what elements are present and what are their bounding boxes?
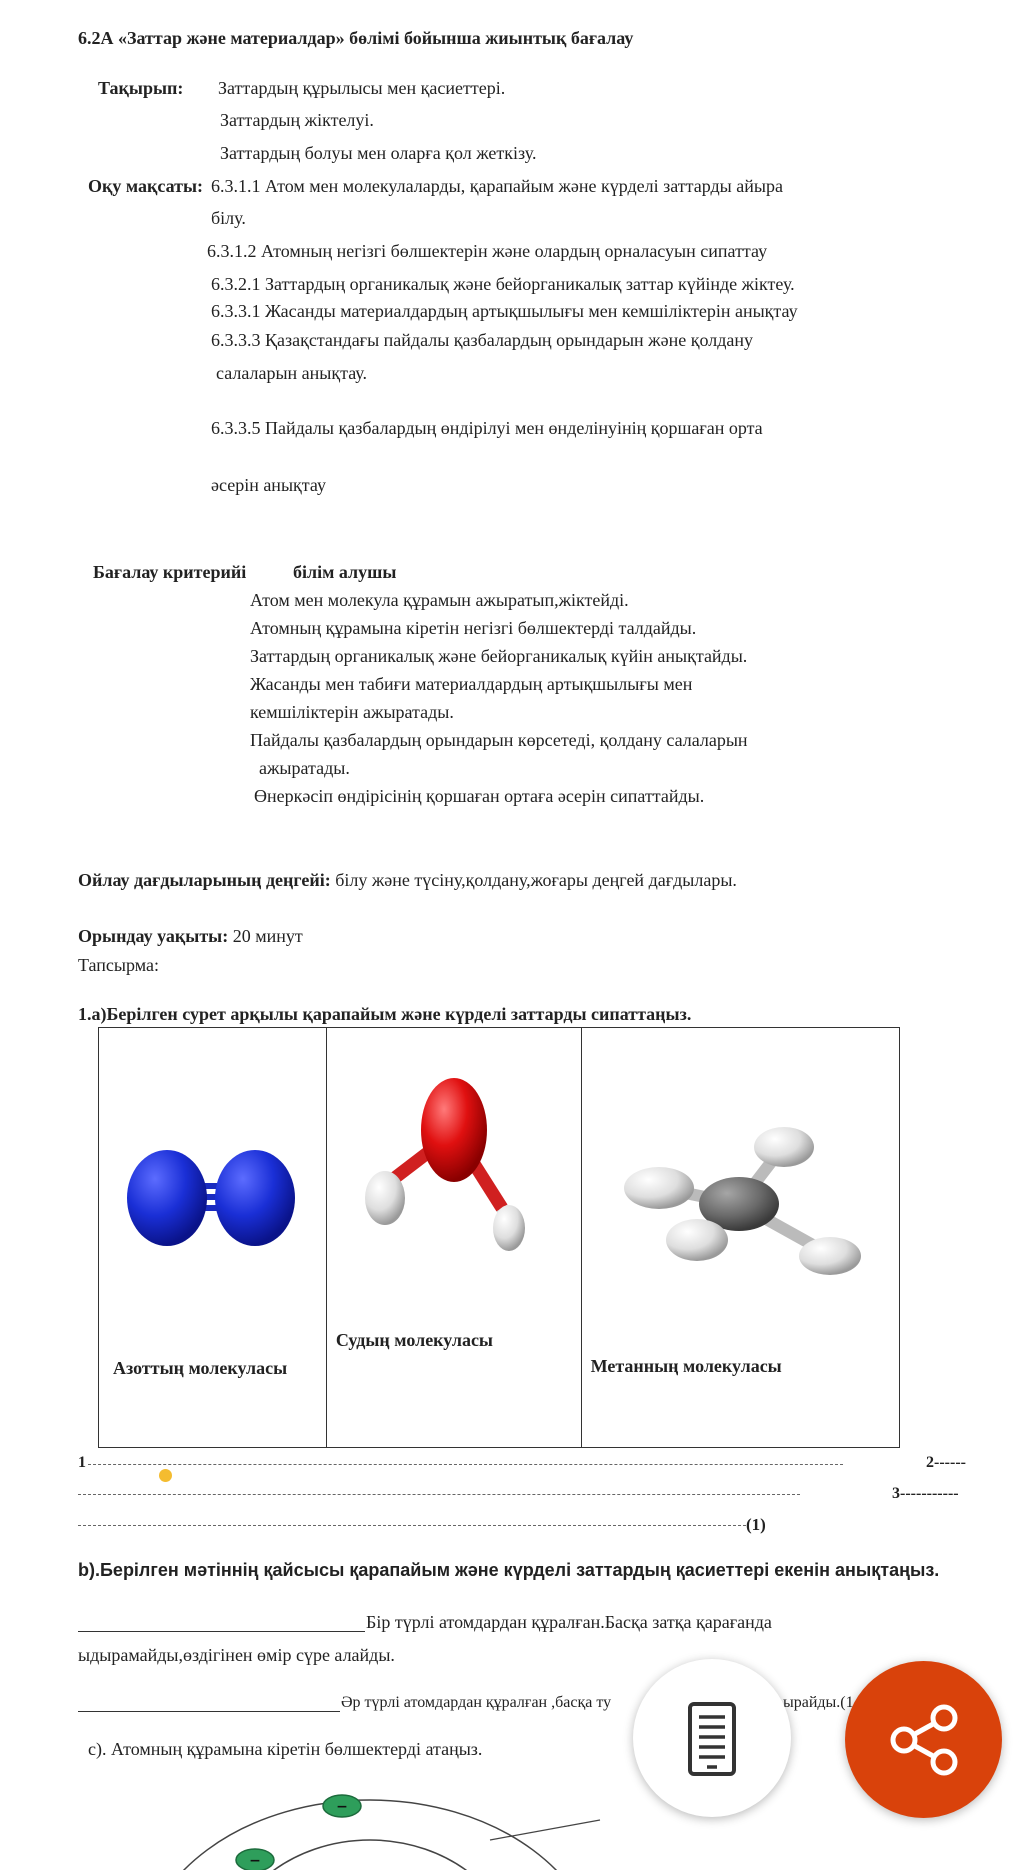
electron-icon (323, 1795, 361, 1817)
topic-line: Заттардың құрылысы мен қасиеттері. (218, 78, 506, 98)
b-statement-2: Әр түрлі атомдардан құралған ,басқа ту (341, 1694, 612, 1711)
time-value: 20 минут (228, 926, 303, 946)
topic-line: Заттардың жіктелуі. (220, 110, 374, 130)
b-statement-2-tail: ырайды.(1 (783, 1694, 854, 1711)
objective-line: 6.3.1.1 Атом мен молекулаларды, қарапайым және күрделі заттарды айыра (211, 176, 783, 196)
reader-icon (687, 1701, 737, 1777)
criteria-line: Пайдалы қазбалардың орындарын көрсетеді, қолдану салаларын (250, 730, 748, 750)
objective-line: білу. (211, 208, 246, 228)
answer-2-number: 2------ (926, 1454, 966, 1471)
time (78, 927, 303, 945)
answer-1-number: 1 (78, 1454, 86, 1471)
electron-icon (236, 1849, 274, 1870)
molecule-table (98, 1027, 900, 1448)
thinking-level (78, 871, 737, 889)
criteria-line: ажыратады. (259, 758, 350, 778)
criteria-line: кемшіліктерін ажыратады. (250, 702, 454, 722)
criteria-line: Жасанды мен табиғи материалдардың артықшылығы мен (250, 674, 693, 694)
water-cell (326, 1028, 581, 1448)
reader-mode-button[interactable] (633, 1659, 791, 1817)
answer-3-number: 3----------- (892, 1485, 959, 1502)
answer-line-2[interactable] (78, 1494, 800, 1495)
criteria-label: Бағалау критерийі (93, 562, 247, 582)
heading: 6.2А «Заттар және материалдар» бөлімі бойынша жиынтық бағалау (78, 28, 634, 48)
nitrogen-caption: Азоттың молекуласы (113, 1358, 288, 1378)
task-label: Тапсырма: (78, 955, 159, 975)
question-1a: 1.а)Берілген сурет арқылы қарапайым және күрделі заттарды сипаттаңыз. (78, 1004, 692, 1024)
question-1b: b).Берілген мәтіннің қайсысы қарапайым және күрделі заттардың қасиеттері екенін анықтаңыз. (78, 1560, 940, 1580)
atom-diagram (130, 1780, 610, 1870)
methane-cell (581, 1028, 899, 1448)
criteria-line: Атом мен молекула құрамын ажыратып,жіктейді. (250, 590, 629, 610)
topic-label: Тақырып: (98, 78, 184, 98)
thinking-label: Ойлау дағдыларының деңгейі: (78, 870, 331, 890)
objective-line: 6.3.2.1 Заттардың органикалық және бейорганикалық заттар күйінде жіктеу. (211, 274, 795, 294)
objective-line: 6.3.3.1 Жасанды материалдардың артықшылығы мен кемшіліктерін анықтау (211, 301, 798, 321)
b-statement-1-cont: ыдырамайды,өздігінен өмір сүре алайды. (78, 1645, 395, 1665)
objective-line: әсерін анықтау (211, 475, 326, 495)
answer-line-3[interactable] (78, 1525, 746, 1526)
objective-line: 6.3.3.5 Пайдалы қазбалардың өндірілуі мен өнделінуінің қоршаған орта (211, 418, 763, 438)
methane-molecule-image (617, 1118, 877, 1278)
water-caption: Судың молекуласы (335, 1330, 493, 1350)
topic-line: Заттардың болуы мен оларға қол жеткізу. (220, 143, 537, 163)
share-icon (887, 1703, 961, 1777)
nitrogen-cell (99, 1028, 327, 1448)
outer-orbit (140, 1800, 600, 1870)
criteria-line: Атомның құрамына кіретін негізгі бөлшектерді талдайды. (250, 618, 697, 638)
criteria-line: Заттардың органикалық және бейорганикалық күйін анықтайды. (250, 646, 748, 666)
methane-caption: Метанның молекуласы (590, 1356, 782, 1376)
question-1c: с). Атомның құрамына кіретін бөлшектерді атаңыз. (88, 1739, 483, 1759)
nitrogen-molecule-image (127, 1138, 297, 1258)
cursor-dot (159, 1469, 172, 1482)
b-statement-1: Бір түрлі атомдардан құралған.Басқа затқа қарағанда (366, 1612, 772, 1632)
svg-text:−: − (336, 1799, 348, 1815)
objective-line: 6.3.1.2 Атомның негізгі бөлшектерін және олардың орналасуын сипаттау (207, 241, 768, 261)
share-button[interactable] (845, 1661, 1002, 1818)
thinking-value: білу және түсіну,қолдану,жоғары деңгей дағдылары. (330, 870, 737, 890)
objectives-label: Оқу мақсаты: (88, 176, 204, 196)
blank-line-2[interactable] (78, 1711, 340, 1712)
svg-text:−: − (249, 1853, 261, 1869)
criteria-sublabel: білім алушы (293, 562, 397, 582)
criteria-line: Өнеркәсіп өндірісінің қоршаған ортаға әсерін сипаттайды. (254, 786, 705, 806)
answer-points: (1) (746, 1515, 766, 1534)
objective-line: 6.3.3.3 Қазақстандағы пайдалы қазбалардың орындарын және қолдану (211, 330, 753, 350)
water-molecule-image (352, 1068, 552, 1268)
blank-line-1[interactable] (78, 1631, 365, 1632)
objective-line: салаларын анықтау. (216, 363, 368, 383)
time-label: Орындау уақыты: (78, 926, 229, 946)
answer-line-1[interactable] (88, 1464, 843, 1465)
